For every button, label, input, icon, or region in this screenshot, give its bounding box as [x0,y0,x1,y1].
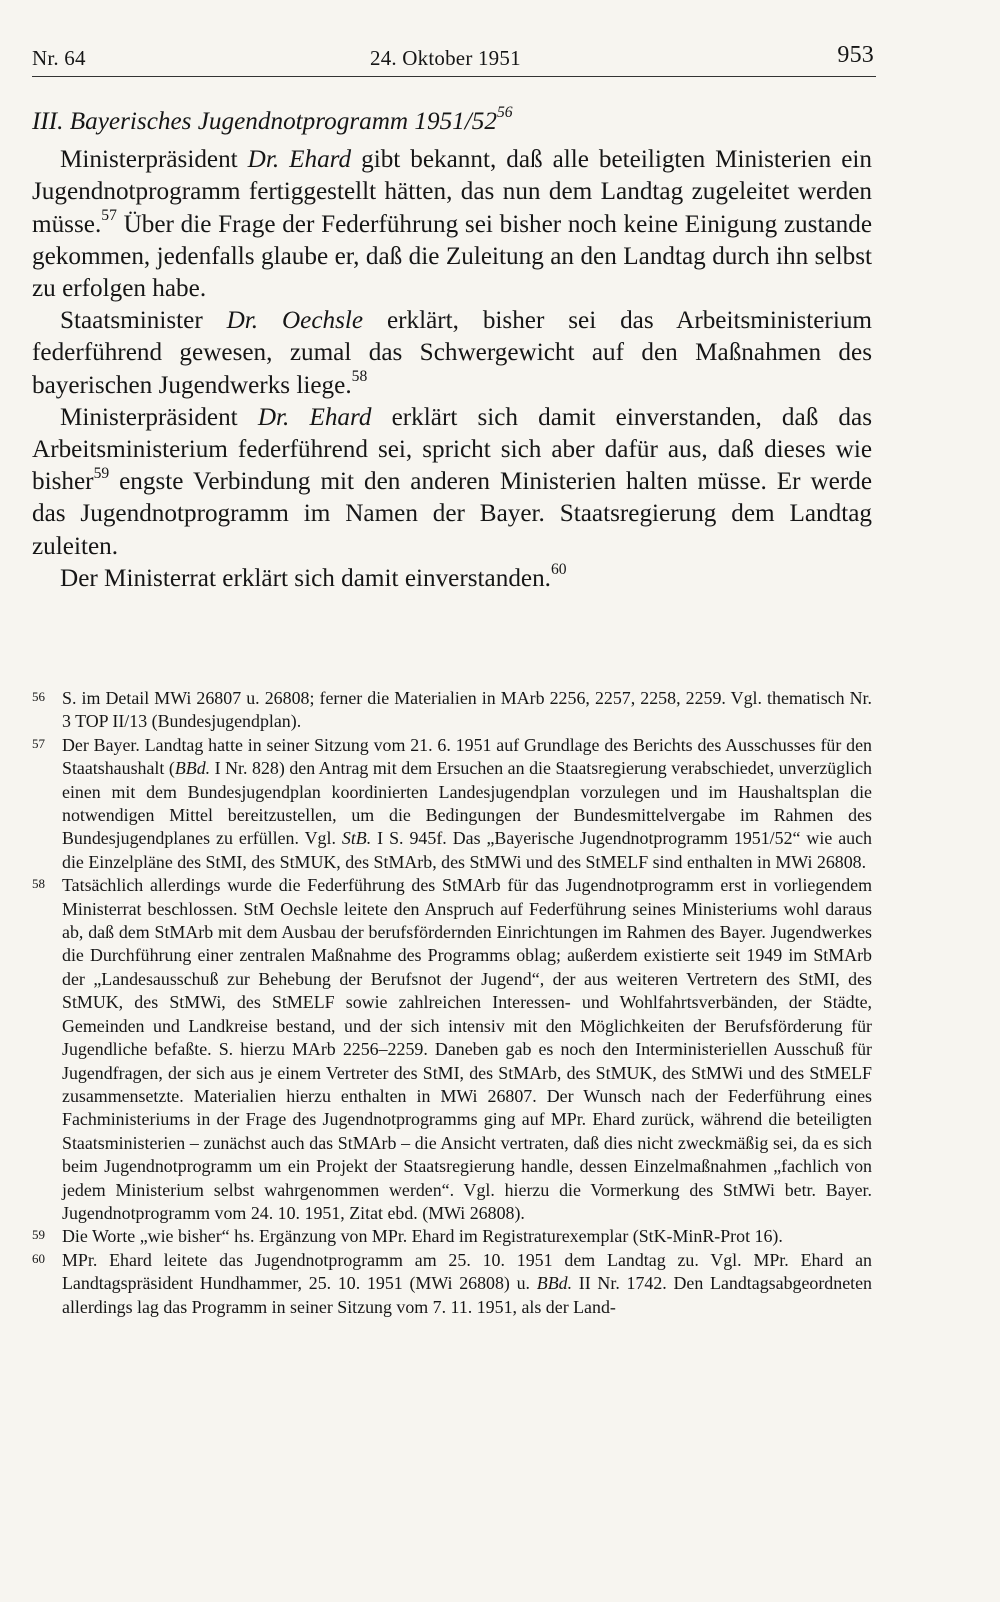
footnote-ref: 60 [550,561,567,579]
document-number: Nr. 64 [32,46,86,70]
text-run: erklärt sich damit einverstanden, daß das Arbeitsministerium federführend sei, spricht sich aber dafür aus, daß dieses wie bisher [32,403,872,496]
text-run: Über die Frage der Federführung sei bisher noch keine Einigung zustande gekommen, jedenfalls glaube er, daß die Zuleitung an den Landtag durch ihn selbst zu erfolgen habe. [32,210,872,303]
footnote-number: 56 [32,689,45,704]
section-heading-text: III. Bayerisches Jugendnotprogramm 1951/52 [32,108,497,135]
text-run: MPr. Ehard leitete das Jugendnotprogramm am 25. 10. 1951 dem Landtag zu. Vgl. MPr. Ehard an Landtagspräsident Hundhammer, 25. 10. 1951 (MWi 26808) u. [62,1249,872,1294]
footnote-ref: 57 [101,206,117,224]
text-run: I S. 945f. Das „Bayerische Jugendnotprogramm 1951/52“ wie auch die Einzelpläne des StMI, des StMUK, des StMArb, des StMWi und des StMELF sind enthalten in MWi 26808. [62,828,872,872]
main-text [32,106,872,595]
person-name: Oechsle [281,307,364,335]
footnote [32,874,872,1225]
title-abbrev: Dr. [257,403,290,431]
footnotes [32,687,872,1319]
page-number: 953 [837,42,874,68]
footnote-number: 60 [32,1250,45,1266]
footnote [32,734,872,874]
source-abbrev: BBd. [174,758,211,779]
text-run: Ministerpräsident [60,403,258,431]
footnote [32,687,872,734]
text-run: II Nr. 1742. Den Landtagsabgeordneten allerdings lag das Programm in seiner Sitzung vom 7. 11. 1951, als der Land- [62,1273,872,1317]
header-date: 24. Oktober 1951 [370,46,521,70]
running-header [32,42,874,72]
footnote-ref: 56 [496,104,513,122]
footnote-number: 58 [32,876,45,892]
footnote-text: Tatsächlich allerdings wurde die Federführung des StMArb für das Jugendnotprogramm erst in vorliegendem Ministerrat beschlossen. StM Oechsle leitete den Anspruch auf Federführung seines Ministeriums wohl daraus ab, daß dem StMArb mit dem Ausbau der berufsfördernden Einrichtungen im Rahmen des Bayer. Jugendwerkes die Durchführung einer zentralen Maßnahme des Programms oblag; außerdem existierte seit 1949 im StMArb der „Landesausschuß zur Behebung der Berufsnot der Jugend“, der aus weiteren Vertretern des StMI, des StMUK, des StMWi, des StMELF sowie zahlreichen Interessen- und Wohlfahrtsverbänden, der Städte, Gemeinden und Landkreise bestand, und der sich intensiv mit den Möglichkeiten der Berufsförderung für Jugendliche befaßte. S. hierzu MArb 2256–2259. Daneben gab es noch den Interministeriellen Ausschuß für Jugendfragen, der sich aus je einem Vertreter des StMI, des StMArb, des StMUK, des StMWi und des StMELF zusammensetzte. Materialien hierzu enthalten in MWi 26807. Der Wunsch nach der Federführung eines Fachministeriums in der Frage des Jugendnotprogramms ging auf MPr. Ehard zurück, während die beteiligten Staatsministerien – zunächst auch das StMArb – die Ansicht vertraten, daß dies nicht zweckmäßig sei, da es sich beim Jugendnotprogramm um ein Projekt der Staatsregierung handle, dessen Einzelmaßnahmen „fachlich von jedem Ministerium selbst wahrgenommen werden“. Vgl. hierzu die Vormerkung des StMWi betr. Bayer. Jugendnotprogramm vom 24. 10. 1951, Zitat ebd. (MWi 26808). [62,875,872,1223]
footnote [32,1225,872,1248]
text-run: Ministerpräsident [60,146,248,174]
text-run: gibt bekannt, daß alle beteiligten Ministerien ein Jugendnotprogramm fertiggestellt hätten, das nun dem Landtag zugeleitet werden müsse. [32,146,873,238]
source-abbrev: StB. [341,828,372,849]
footnote-ref: 58 [351,367,368,385]
footnote-text: Die Worte „wie bisher“ hs. Ergänzung von MPr. Ehard im Registraturexemplar (StK-MinR-Prot 16). [62,1226,783,1247]
source-abbrev: BBd. [536,1273,573,1294]
text-run: erklärt, bisher sei das Arbeitsministerium federführend gewesen, zumal das Schwergewicht auf den Maßnahmen des bayerischen Jugendwerks liege. [32,307,873,399]
footnote-number: 57 [32,735,45,751]
footnote [32,1249,872,1319]
paragraph [32,305,872,402]
header-rule [32,76,876,77]
footnote-text: S. im Detail MWi 26807 u. 26808; ferner die Materialien in MArb 2256, 2257, 2258, 2259. Vgl. thematisch Nr. 3 TOP II/13 (Bundesjugendplan). [62,688,872,732]
footnote-number: 59 [32,1227,45,1243]
text-run: Staatsminister [60,307,227,335]
footnote-ref: 59 [93,464,110,482]
text-run: I Nr. 828) den Antrag mit dem Ersuchen an die Staatsregierung verabschiedet, unverzüglich einen mit dem Bundesjugendplan koordinierten Landesjugendplan vorzulegen und im Haushaltsplan die notwendigen Mittel bereitzustellen, um die Bedingungen der Bundesmittelvergabe im Rahmen des Bundesjugendplanes zu erfüllen. Vgl. [62,758,872,849]
text-run: Der Bayer. Landtag hatte in seiner Sitzung vom 21. 6. 1951 auf Grundlage des Berichts des Ausschusses für den Staatshaushalt ( [62,734,872,779]
title-abbrev: Dr. [247,146,280,174]
title-abbrev: Dr. [226,307,259,335]
person-name: Ehard [309,403,372,431]
paragraph [32,402,872,563]
person-name: Ehard [289,146,352,174]
paragraph [32,563,872,595]
section-heading [32,106,872,138]
paragraph [32,144,872,305]
text-run: Der Ministerrat erklärt sich damit einverstanden. [60,564,551,592]
text-run: engste Verbindung mit den anderen Ministerien halten müsse. Er werde das Jugendnotprogramm im Namen der Bayer. Staatsregierung dem Landtag zuleiten. [32,468,872,560]
